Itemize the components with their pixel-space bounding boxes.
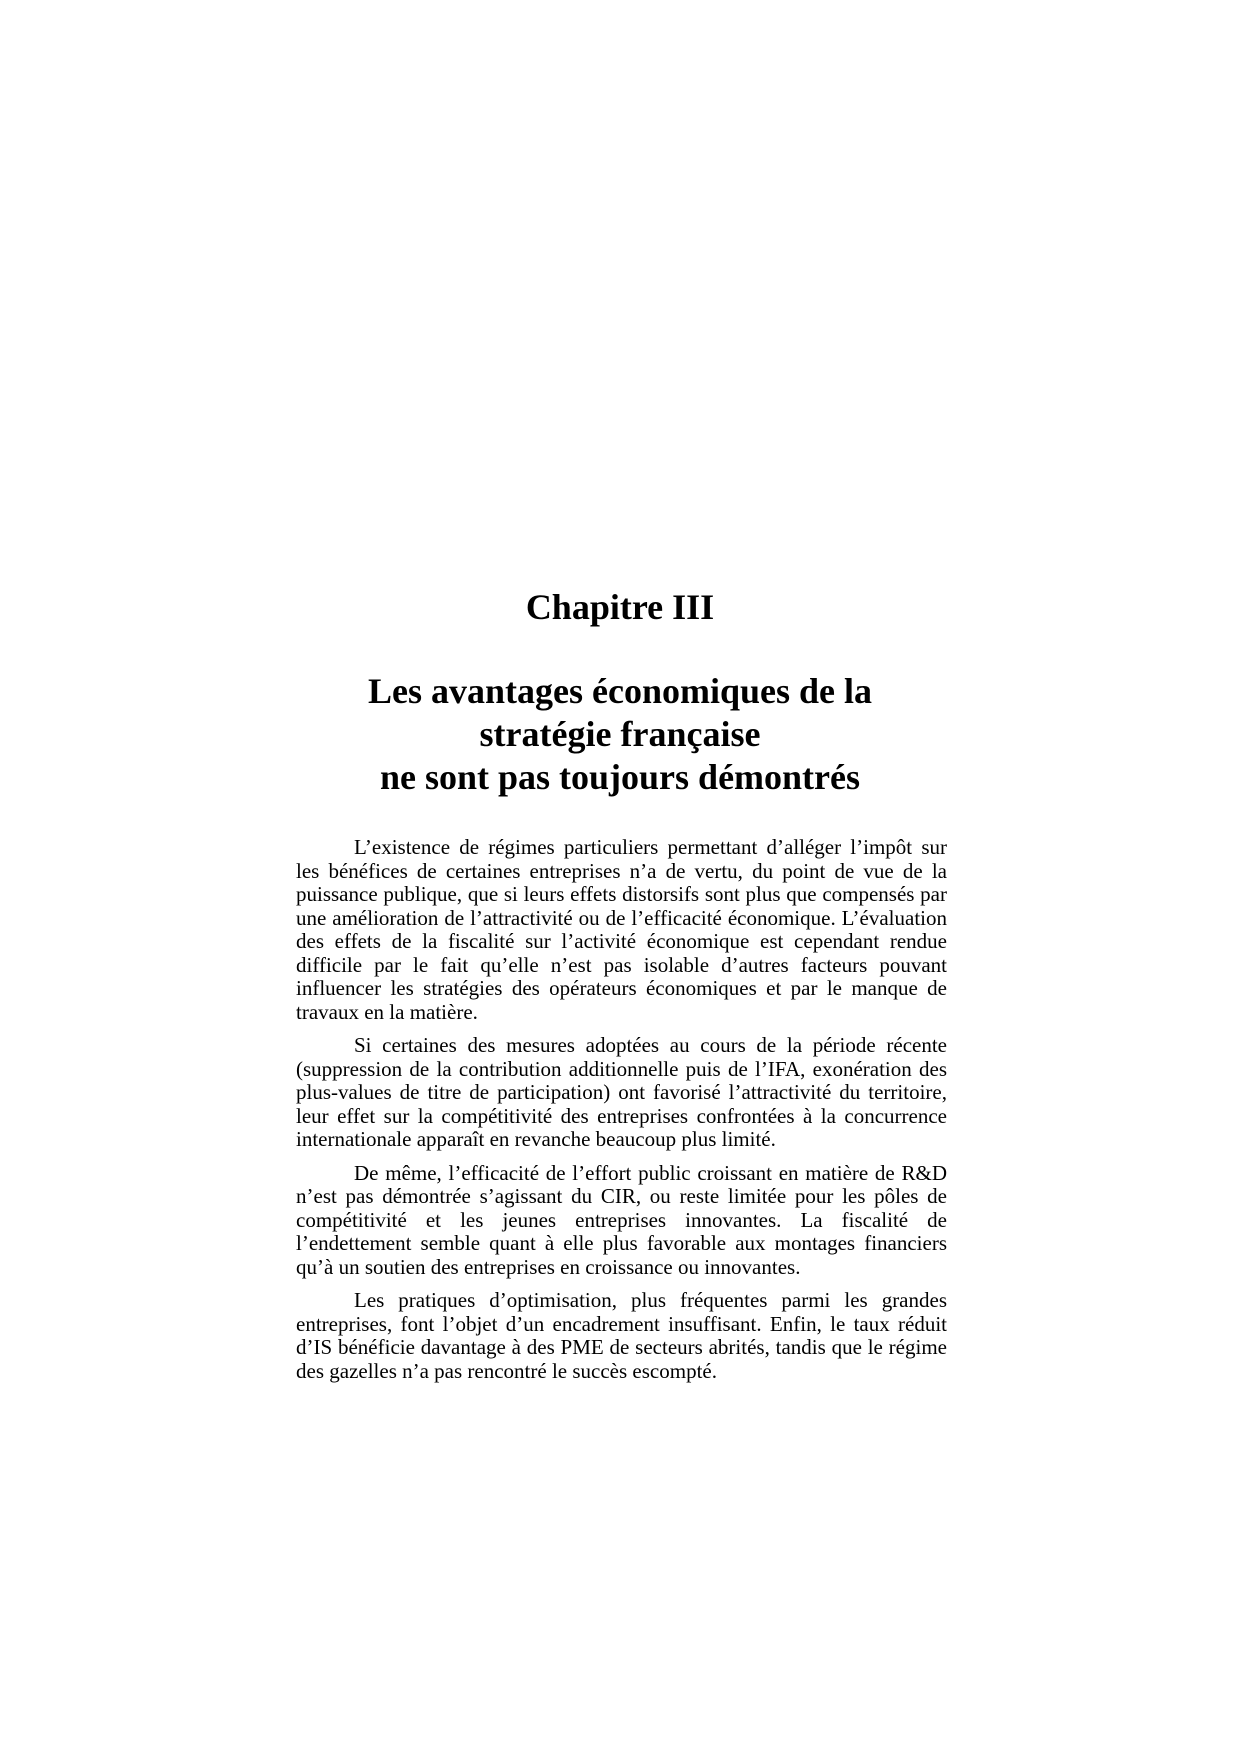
chapter-body bbox=[296, 836, 947, 1393]
chapter-number-heading: Chapitre III bbox=[525, 587, 715, 627]
chapter-title-heading bbox=[300, 670, 940, 799]
chapter-title-line-3: ne sont pas toujours démontrés bbox=[379, 757, 861, 797]
paragraph-2: Si certaines des mesures adoptées au cours de la période récente (suppression de la contribution additionnelle puis de l’IFA, exonération des plus-values de titre de participation) ont favorisé l’attractivité du territoire, leur effet sur la compétitivité des entreprises confrontées à la concurrence internationale apparaît en revanche beaucoup plus limité. bbox=[296, 1033, 947, 1151]
paragraph-1: L’existence de régimes particuliers permettant d’alléger l’impôt sur les bénéfices de certaines entreprises n’a de vertu, du point de vue de la puissance publique, que si leurs effets distorsifs sont plus que compensés par une amélioration de l’attractivité ou de l’efficacité économique. L’évaluation des effets de la fiscalité sur l’activité économique est cependant rendue difficile par le fait qu’elle n’est pas isolable d’autres facteurs pouvant influencer les stratégies des opérateurs économiques et par le manque de travaux en la matière. bbox=[296, 835, 947, 1024]
chapter-title-line-1: Les avantages économiques de la bbox=[368, 671, 872, 711]
chapter-title-line-2: stratégie française bbox=[479, 714, 761, 754]
paragraph-4: Les pratiques d’optimisation, plus fréquentes parmi les grandes entreprises, font l’objet d’un encadrement insuffisant. Enfin, le taux réduit d’IS bénéficie davantage à des PME de secteurs abrités, tandis que le régime des gazelles n’a pas rencontré le succès escompté. bbox=[296, 1288, 947, 1383]
paragraph-3: De même, l’efficacité de l’effort public croissant en matière de R&D n’est pas démontrée s’agissant du CIR, ou reste limitée pour les pôles de compétitivité et les jeunes entreprises innovantes. La fiscalité de l’endettement semble quant à elle plus favorable aux montages financiers qu’à un soutien des entreprises en croissance ou innovantes. bbox=[296, 1160, 947, 1279]
